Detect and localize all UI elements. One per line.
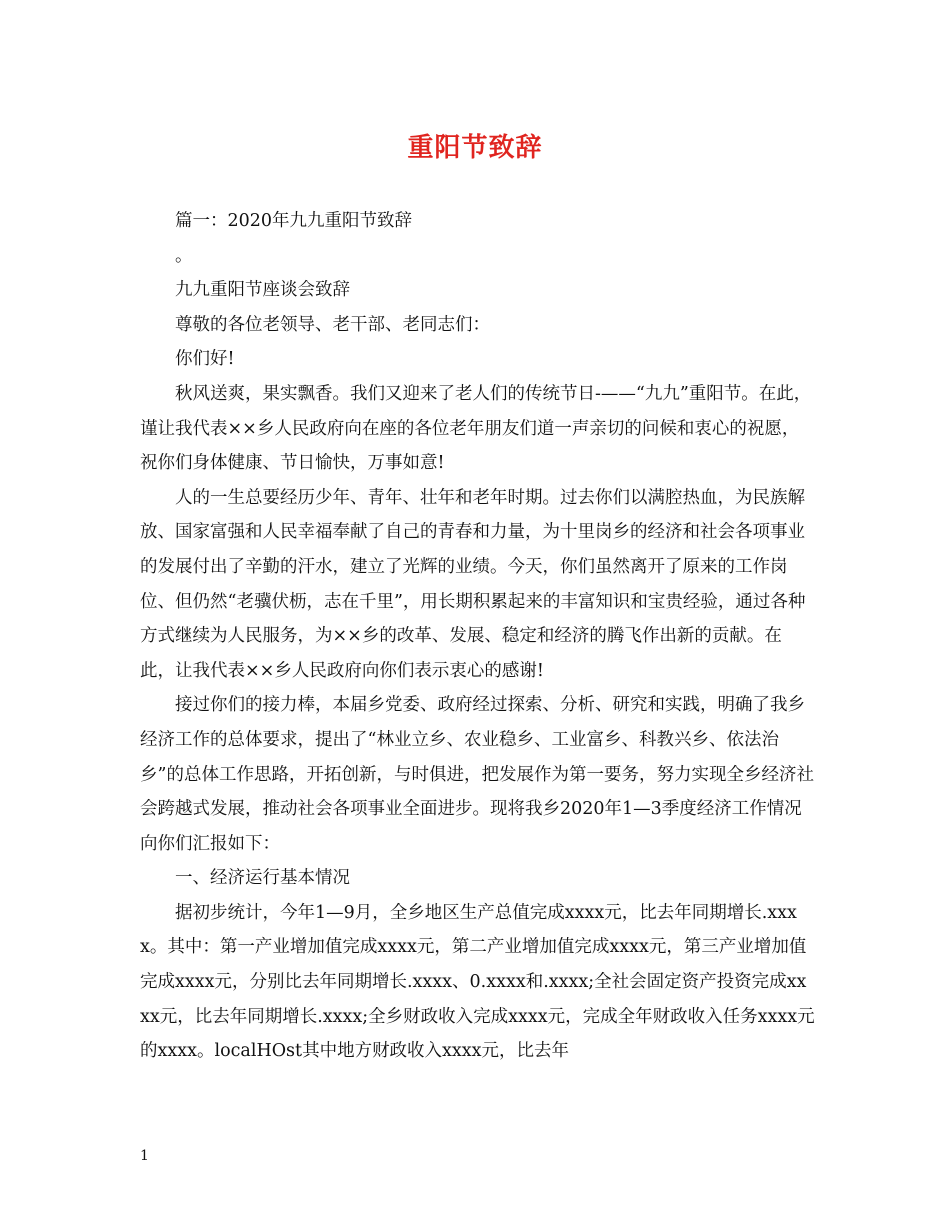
paragraph: 接过你们的接力棒，本届乡党委、政府经过探索、分析、研究和实践，明确了我乡经济工作的总体要求，提出了“林业立乡、农业稳乡、工业富乡、科教兴乡、依法治乡”的总体工作思路，开拓创新，与时俱进，把发展作为第一要务，努力实现全乡经济社会跨越式发展，推动社会各项事业全面进步。现将我乡2020年1—3季度经济工作情况向你们汇报如下： [140,695,814,854]
paragraph: 人的一生总要经历少年、青年、壮年和老年时期。过去你们以满腔热血，为民族解放、国家富强和人民幸福奉献了自己的青春和力量，为十里岗乡的经济和社会各项事业的发展付出了辛勤的汗水，建立了光辉的业绩。今天，你们虽然离开了原来的工作岗位、但仍然“老骥伏枥，志在千里”，用长期积累起来的丰富知识和宝贵经验，通过各种方式继续为人民服务，为××乡的改革、发展、稳定和经济的腾飞作出新的贡献。在此，让我代表××乡人民政府向你们表示衷心的感谢! [140,487,806,681]
document-title: 重阳节致辞 [407,133,543,163]
paragraph: 据初步统计，今年1—9月，全乡地区生产总值完成xxxx元，比去年同期增长.xxxx。其中：第一产业增加值完成xxxx元，第二产业增加值完成xxxx元，第三产业增加值完成xxxx元，分别比去年同期增长.xxxx、0.xxxx和.xxxx;全社会固定资产投资完成xxxx元，比去年同期增长.xxxx;全乡财政收入完成xxxx元，完成全年财政收入任务xxxx元的xxxx。localHOst其中地方财政收入xxxx元，比去年 [140,902,815,1062]
document-body [140,204,816,1069]
paragraph: 秋风送爽，果实飘香。我们又迎来了老人们的传统节日-——“九九”重阳节。在此，谨让我代表××乡人民政府向在座的各位老年朋友们道一声亲切的问候和衷心的祝愿，祝你们身体健康、节日愉快，万事如意! [140,383,812,474]
paragraph: 。 [175,245,193,266]
greeting: 你们好! [175,349,235,370]
salutation: 尊敬的各位老领导、老干部、老同志们： [175,314,490,335]
page-number: 1 [140,1148,149,1164]
subsection-heading: 一、经济运行基本情况 [175,868,350,889]
section-heading: 篇一：2020年九九重阳节致辞 [175,211,413,231]
speech-title: 九九重阳节座谈会致辞 [175,280,350,301]
